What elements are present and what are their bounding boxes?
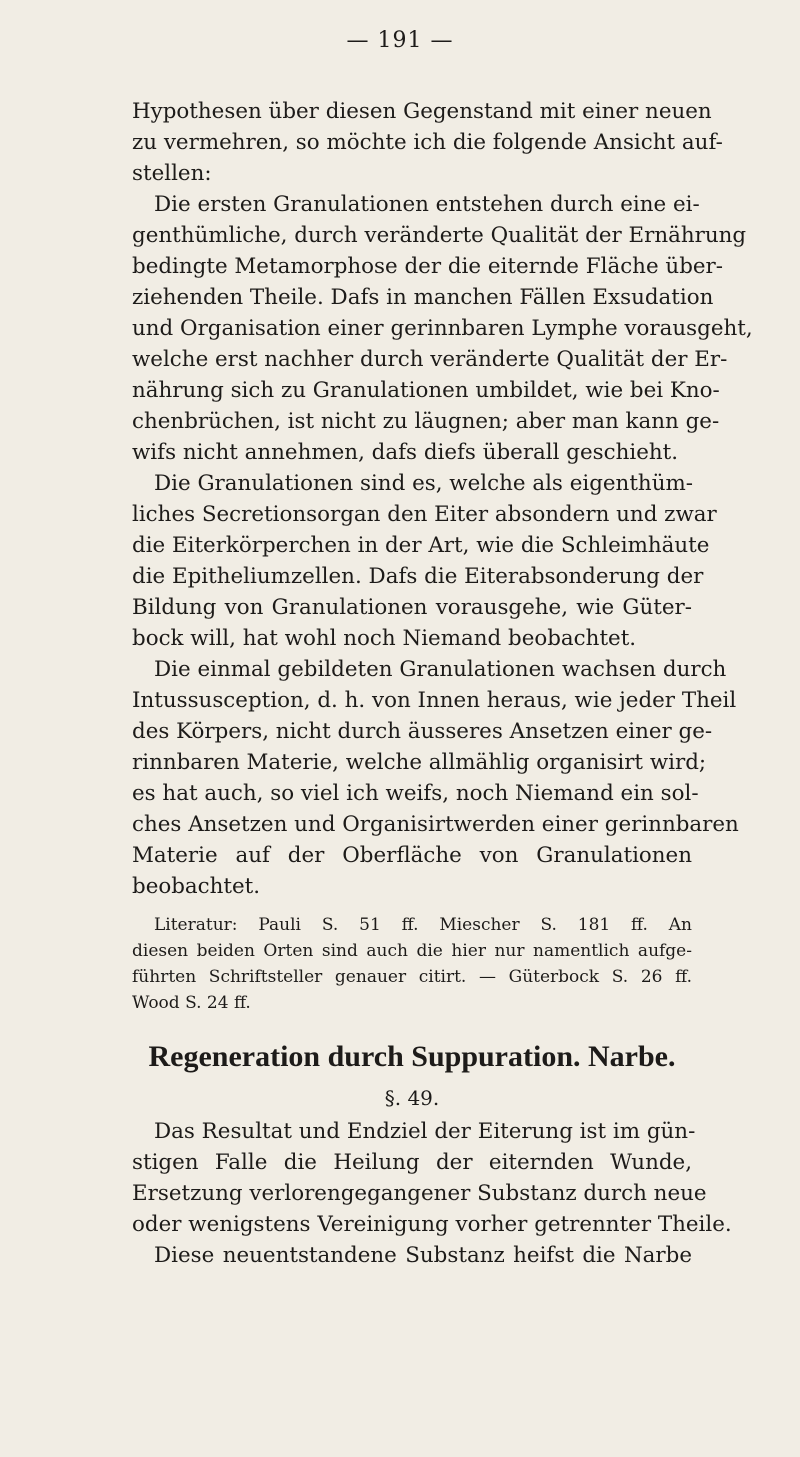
text-line: ches Ansetzen und Organisirtwerden einer gerinnbaren	[132, 812, 739, 837]
text-line: die Eiterkörperchen in der Art, wie die Schleimhäute	[132, 533, 710, 558]
body-text	[132, 96, 753, 1271]
text-line: ziehenden Theile. Dafs in manchen Fällen Exsudation	[132, 285, 714, 310]
literature-line: führten Schriftsteller genauer citirt. — Güterbock S. 26 ff.	[132, 967, 692, 987]
literature-note	[132, 912, 692, 1016]
text-line: Ersetzung verlorengegangener Substanz durch neue	[132, 1181, 707, 1206]
section-number: §. 49.	[384, 1086, 440, 1110]
text-line: stellen:	[132, 161, 212, 186]
text-line: Intussusception, d. h. von Innen heraus, wie jeder Theil	[132, 688, 737, 713]
text-line: beobachtet.	[132, 874, 261, 899]
text-line: Materie auf der Oberfläche von Granulationen	[132, 843, 692, 868]
paragraph	[132, 189, 753, 468]
paragraph	[132, 96, 723, 189]
text-line: bock will, hat wohl noch Niemand beobachtet.	[132, 626, 637, 651]
text-line: Die ersten Granulationen entstehen durch eine ei-	[154, 192, 700, 217]
text-line: bedingte Metamorphose der die eiternde Fläche über-	[132, 254, 723, 279]
text-line: die Epitheliumzellen. Dafs die Eiterabsonderung der	[132, 564, 704, 589]
text-line: nährung sich zu Granulationen umbildet, wie bei Kno-	[132, 378, 720, 403]
paragraph	[132, 468, 717, 654]
text-line: Die Granulationen sind es, welche als eigenthüm-	[154, 471, 693, 496]
text-line: Diese neuentstandene Substanz heifst die Narbe	[154, 1243, 692, 1268]
text-line: Das Resultat und Endziel der Eiterung ist im gün-	[154, 1119, 696, 1144]
text-line: Bildung von Granulationen vorausgehe, wie Güter-	[132, 595, 692, 620]
literature-line: diesen beiden Orten sind auch die hier nur namentlich aufge-	[132, 941, 692, 961]
text-line: wifs nicht annehmen, dafs diefs überall geschieht.	[132, 440, 679, 465]
text-line: oder wenigstens Vereinigung vorher getrennter Theile.	[132, 1212, 732, 1237]
literature-line: Literatur: Pauli S. 51 ff. Miescher S. 181 ff. An	[154, 915, 692, 935]
text-line: und Organisation einer gerinnbaren Lymphe vorausgeht,	[132, 316, 753, 341]
text-line: genthümliche, durch veränderte Qualität der Ernährung	[132, 223, 747, 248]
text-line: des Körpers, nicht durch äusseres Ansetzen einer ge-	[132, 719, 713, 744]
paragraph	[132, 1116, 732, 1271]
paragraph	[132, 654, 739, 902]
section-heading: Regeneration durch Suppuration. Narbe.	[148, 1040, 676, 1073]
text-line: Hypothesen über diesen Gegenstand mit einer neuen	[132, 99, 712, 124]
text-line: liches Secretionsorgan den Eiter absondern und zwar	[132, 502, 717, 527]
text-line: rinnbaren Materie, welche allmählig organisirt wird;	[132, 750, 707, 775]
text-line: welche erst nachher durch veränderte Qualität der Er-	[132, 347, 728, 372]
page-number: — 191 —	[346, 28, 454, 53]
text-line: Die einmal gebildeten Granulationen wachsen durch	[154, 657, 727, 682]
text-line: stigen Falle die Heilung der eiternden Wunde,	[132, 1150, 692, 1175]
literature-line: Wood S. 24 ff.	[132, 993, 251, 1013]
text-line: chenbrüchen, ist nicht zu läugnen; aber man kann ge-	[132, 409, 720, 434]
text-line: es hat auch, so viel ich weifs, noch Niemand ein sol-	[132, 781, 699, 806]
text-line: zu vermehren, so möchte ich die folgende Ansicht auf-	[132, 130, 723, 155]
